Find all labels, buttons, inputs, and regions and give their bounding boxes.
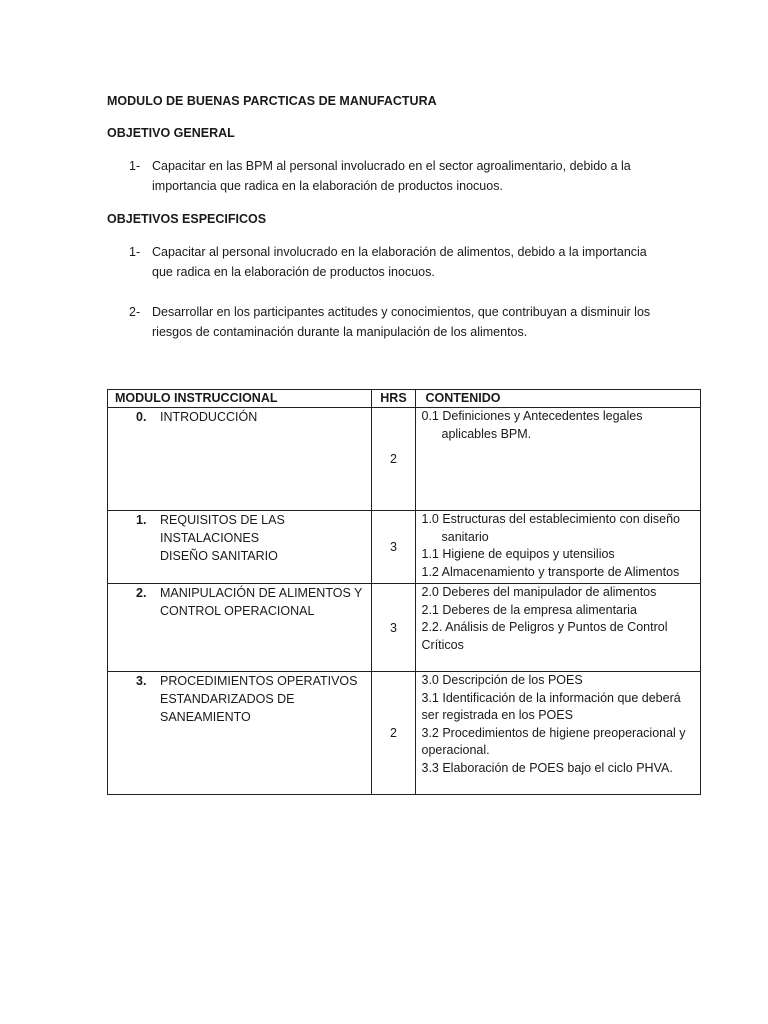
item-line: Capacitar en las BPM al personal involucrado en el sector agroalimentario, debido a la (152, 159, 631, 173)
item-line: importancia que radica en la elaboración de productos inocuos. (152, 178, 503, 193)
module-cell (108, 511, 372, 584)
item-number: 2- (129, 305, 141, 319)
hours-cell: 3 (372, 511, 415, 584)
content-line: Críticos (421, 637, 464, 652)
content-line: 3.2 Procedimientos de higiene preoperacional y (421, 725, 686, 740)
module-number: 1. (136, 513, 147, 527)
content-line: 3.0 Descripción de los POES (421, 673, 583, 687)
content-line: aplicables BPM. (441, 426, 532, 441)
document-title: MODULO DE BUENAS PARCTICAS DE MANUFACTURA (107, 94, 437, 108)
module-label: SANEAMIENTO (160, 710, 251, 724)
module-label: MANIPULACIÓN DE ALIMENTOS Y (160, 586, 363, 600)
table-header-row (108, 390, 701, 408)
table-row (108, 408, 701, 511)
content-line: 3.3 Elaboración de POES bajo el ciclo PHVA. (421, 760, 673, 775)
module-label: INTRODUCCIÓN (160, 410, 258, 424)
content-line: 1.0 Estructuras del establecimiento con diseño (421, 512, 680, 526)
content-line: 1.2 Almacenamiento y transporte de Alimentos (421, 564, 680, 579)
hours-cell: 2 (372, 408, 415, 511)
item-line: riesgos de contaminación durante la manipulación de los alimentos. (152, 324, 528, 339)
content-line: 2.0 Deberes del manipulador de alimentos (421, 585, 657, 599)
column-header-hrs: HRS (372, 390, 415, 408)
module-number: 3. (136, 674, 147, 688)
content-line: 1.1 Higiene de equipos y utensilios (421, 547, 615, 561)
column-header-contenido: CONTENIDO (415, 390, 701, 408)
module-cell (108, 584, 372, 672)
objetivo-especifico-item (129, 303, 689, 342)
item-line: que radica en la elaboración de productos inocuos. (152, 264, 435, 279)
module-label: CONTROL OPERACIONAL (160, 604, 315, 618)
module-label: PROCEDIMIENTOS OPERATIVOS (160, 674, 358, 688)
module-cell (108, 672, 372, 795)
content-line: 2.1 Deberes de la empresa alimentaria (421, 602, 637, 617)
table-row (108, 511, 701, 584)
objetivo-especifico-item (129, 243, 689, 282)
content-line: 3.1 Identificación de la información que deberá (421, 690, 681, 705)
item-line: Capacitar al personal involucrado en la elaboración de alimentos, debido a la importancia (152, 245, 647, 259)
content-line: 0.1 Definiciones y Antecedentes legales (421, 409, 643, 423)
objetivos-especificos-heading: OBJETIVOS ESPECIFICOS (107, 212, 267, 226)
module-label: REQUISITOS DE LAS INSTALACIONES (160, 513, 285, 545)
item-number: 1- (129, 245, 141, 259)
content-cell (415, 584, 701, 672)
column-header-modulo: MODULO INSTRUCCIONAL (108, 390, 372, 408)
content-cell (415, 408, 701, 511)
item-line: Desarrollar en los participantes actitudes y conocimientos, que contribuyan a disminuir los (152, 305, 651, 319)
content-cell (415, 511, 701, 584)
hours-cell: 2 (372, 672, 415, 795)
module-number: 2. (136, 586, 147, 600)
module-cell (108, 408, 372, 511)
content-cell (415, 672, 701, 795)
content-line: 2.2. Análisis de Peligros y Puntos de Control (421, 620, 668, 634)
content-line: sanitario (441, 529, 489, 544)
content-line: ser registrada en los POES (421, 708, 573, 722)
table-row (108, 672, 701, 795)
module-label: DISEÑO SANITARIO (160, 549, 278, 563)
content-line: operacional. (421, 743, 490, 757)
module-number: 0. (136, 410, 147, 424)
module-label: ESTANDARIZADOS DE (160, 692, 295, 706)
modules-table (107, 389, 701, 795)
objetivo-general-heading: OBJETIVO GENERAL (107, 126, 235, 140)
item-number: 1- (129, 159, 141, 173)
objetivo-general-item (129, 157, 689, 196)
hours-cell: 3 (372, 584, 415, 672)
table-row (108, 584, 701, 672)
